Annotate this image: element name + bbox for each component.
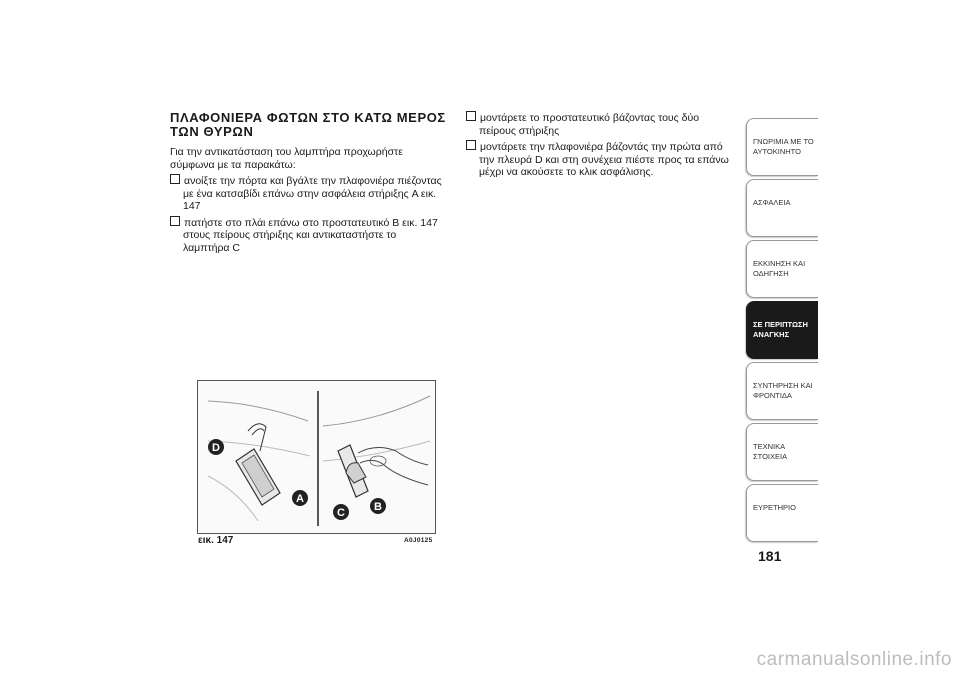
step-item xyxy=(170,174,445,213)
checkbox-bullet-icon xyxy=(466,111,476,121)
section-heading: ΠΛΑΦΟΝΙΕΡΑ ΦΩΤΩΝ ΣΤΟ ΚΑΤΩ ΜΕΡΟΣ ΤΩΝ ΘΥΡΩΝ xyxy=(170,110,446,139)
lamp-replacement-drawing xyxy=(198,381,435,533)
intro-text: Για την αντικατάσταση του λαμπτήρα προχωρήστε σύμφωνα με τα παρακάτω: xyxy=(170,146,403,171)
label-a-text: A xyxy=(296,493,304,505)
left-column xyxy=(170,146,445,257)
label-d-text: D xyxy=(212,442,220,454)
tab-index[interactable]: ΕΥΡΕΤΗΡΙΟ xyxy=(746,484,818,542)
tab-technical-data[interactable]: ΤΕΧΝΙΚΑ ΣΤΟΙΧΕΙΑ xyxy=(746,423,818,481)
checkbox-bullet-icon xyxy=(466,140,476,150)
step-text: μοντάρετε την πλαφονιέρα βάζοντάς την πρώτα από την πλευρά D και στη συνέχεια πιέστε προς τα επάνω μέχρι να ακούσετε το κλικ ασφάλισης. xyxy=(479,141,729,178)
right-column xyxy=(466,111,736,182)
chapter-tabs xyxy=(746,118,818,545)
tab-safety[interactable]: ΑΣΦΑΛΕΙΑ xyxy=(746,179,818,237)
figure-code: A0J0125 xyxy=(404,537,433,544)
figure-illustration xyxy=(197,380,436,534)
figure-caption: εικ. 147 xyxy=(198,535,234,546)
page-number: 181 xyxy=(758,548,782,564)
checkbox-bullet-icon xyxy=(170,216,180,226)
label-b-text: B xyxy=(374,501,382,513)
tab-maintenance[interactable]: ΣΥΝΤΗΡΗΣΗ ΚΑΙ ΦΡΟΝΤΙΔΑ xyxy=(746,362,818,420)
tab-emergency[interactable]: ΣΕ ΠΕΡΙΠΤΩΣΗ ΑΝΑΓΚΗΣ xyxy=(746,301,818,359)
step-text: πατήστε στο πλάι επάνω στο προστατευτικό B εικ. 147 στους πείρους στήριξης και αντικαταστήστε το λαμπτήρα C xyxy=(183,216,438,254)
watermark: carmanualsonline.info xyxy=(756,649,952,670)
step-item xyxy=(466,140,736,179)
step-text: μοντάρετε το προστατευτικό βάζοντας τους δύο πείρους στήριξης xyxy=(479,112,700,137)
step-item xyxy=(466,111,736,137)
label-c-text: C xyxy=(337,507,345,519)
tab-starting-driving[interactable]: ΕΚΚΙΝΗΣΗ ΚΑΙ ΟΔΗΓΗΣΗ xyxy=(746,240,818,298)
tab-getting-to-know[interactable]: ΓΝΩΡΙΜΙΑ ΜΕ ΤΟ ΑΥΤΟΚΙΝΗΤΟ xyxy=(746,118,818,176)
step-item xyxy=(170,216,445,255)
checkbox-bullet-icon xyxy=(170,174,180,184)
step-text: ανοίξτε την πόρτα και βγάλτε την πλαφονιέρα πιέζοντας με ένα κατσαβίδι επάνω στην ασφάλεια στήριξης A εικ. 147 xyxy=(183,175,442,212)
